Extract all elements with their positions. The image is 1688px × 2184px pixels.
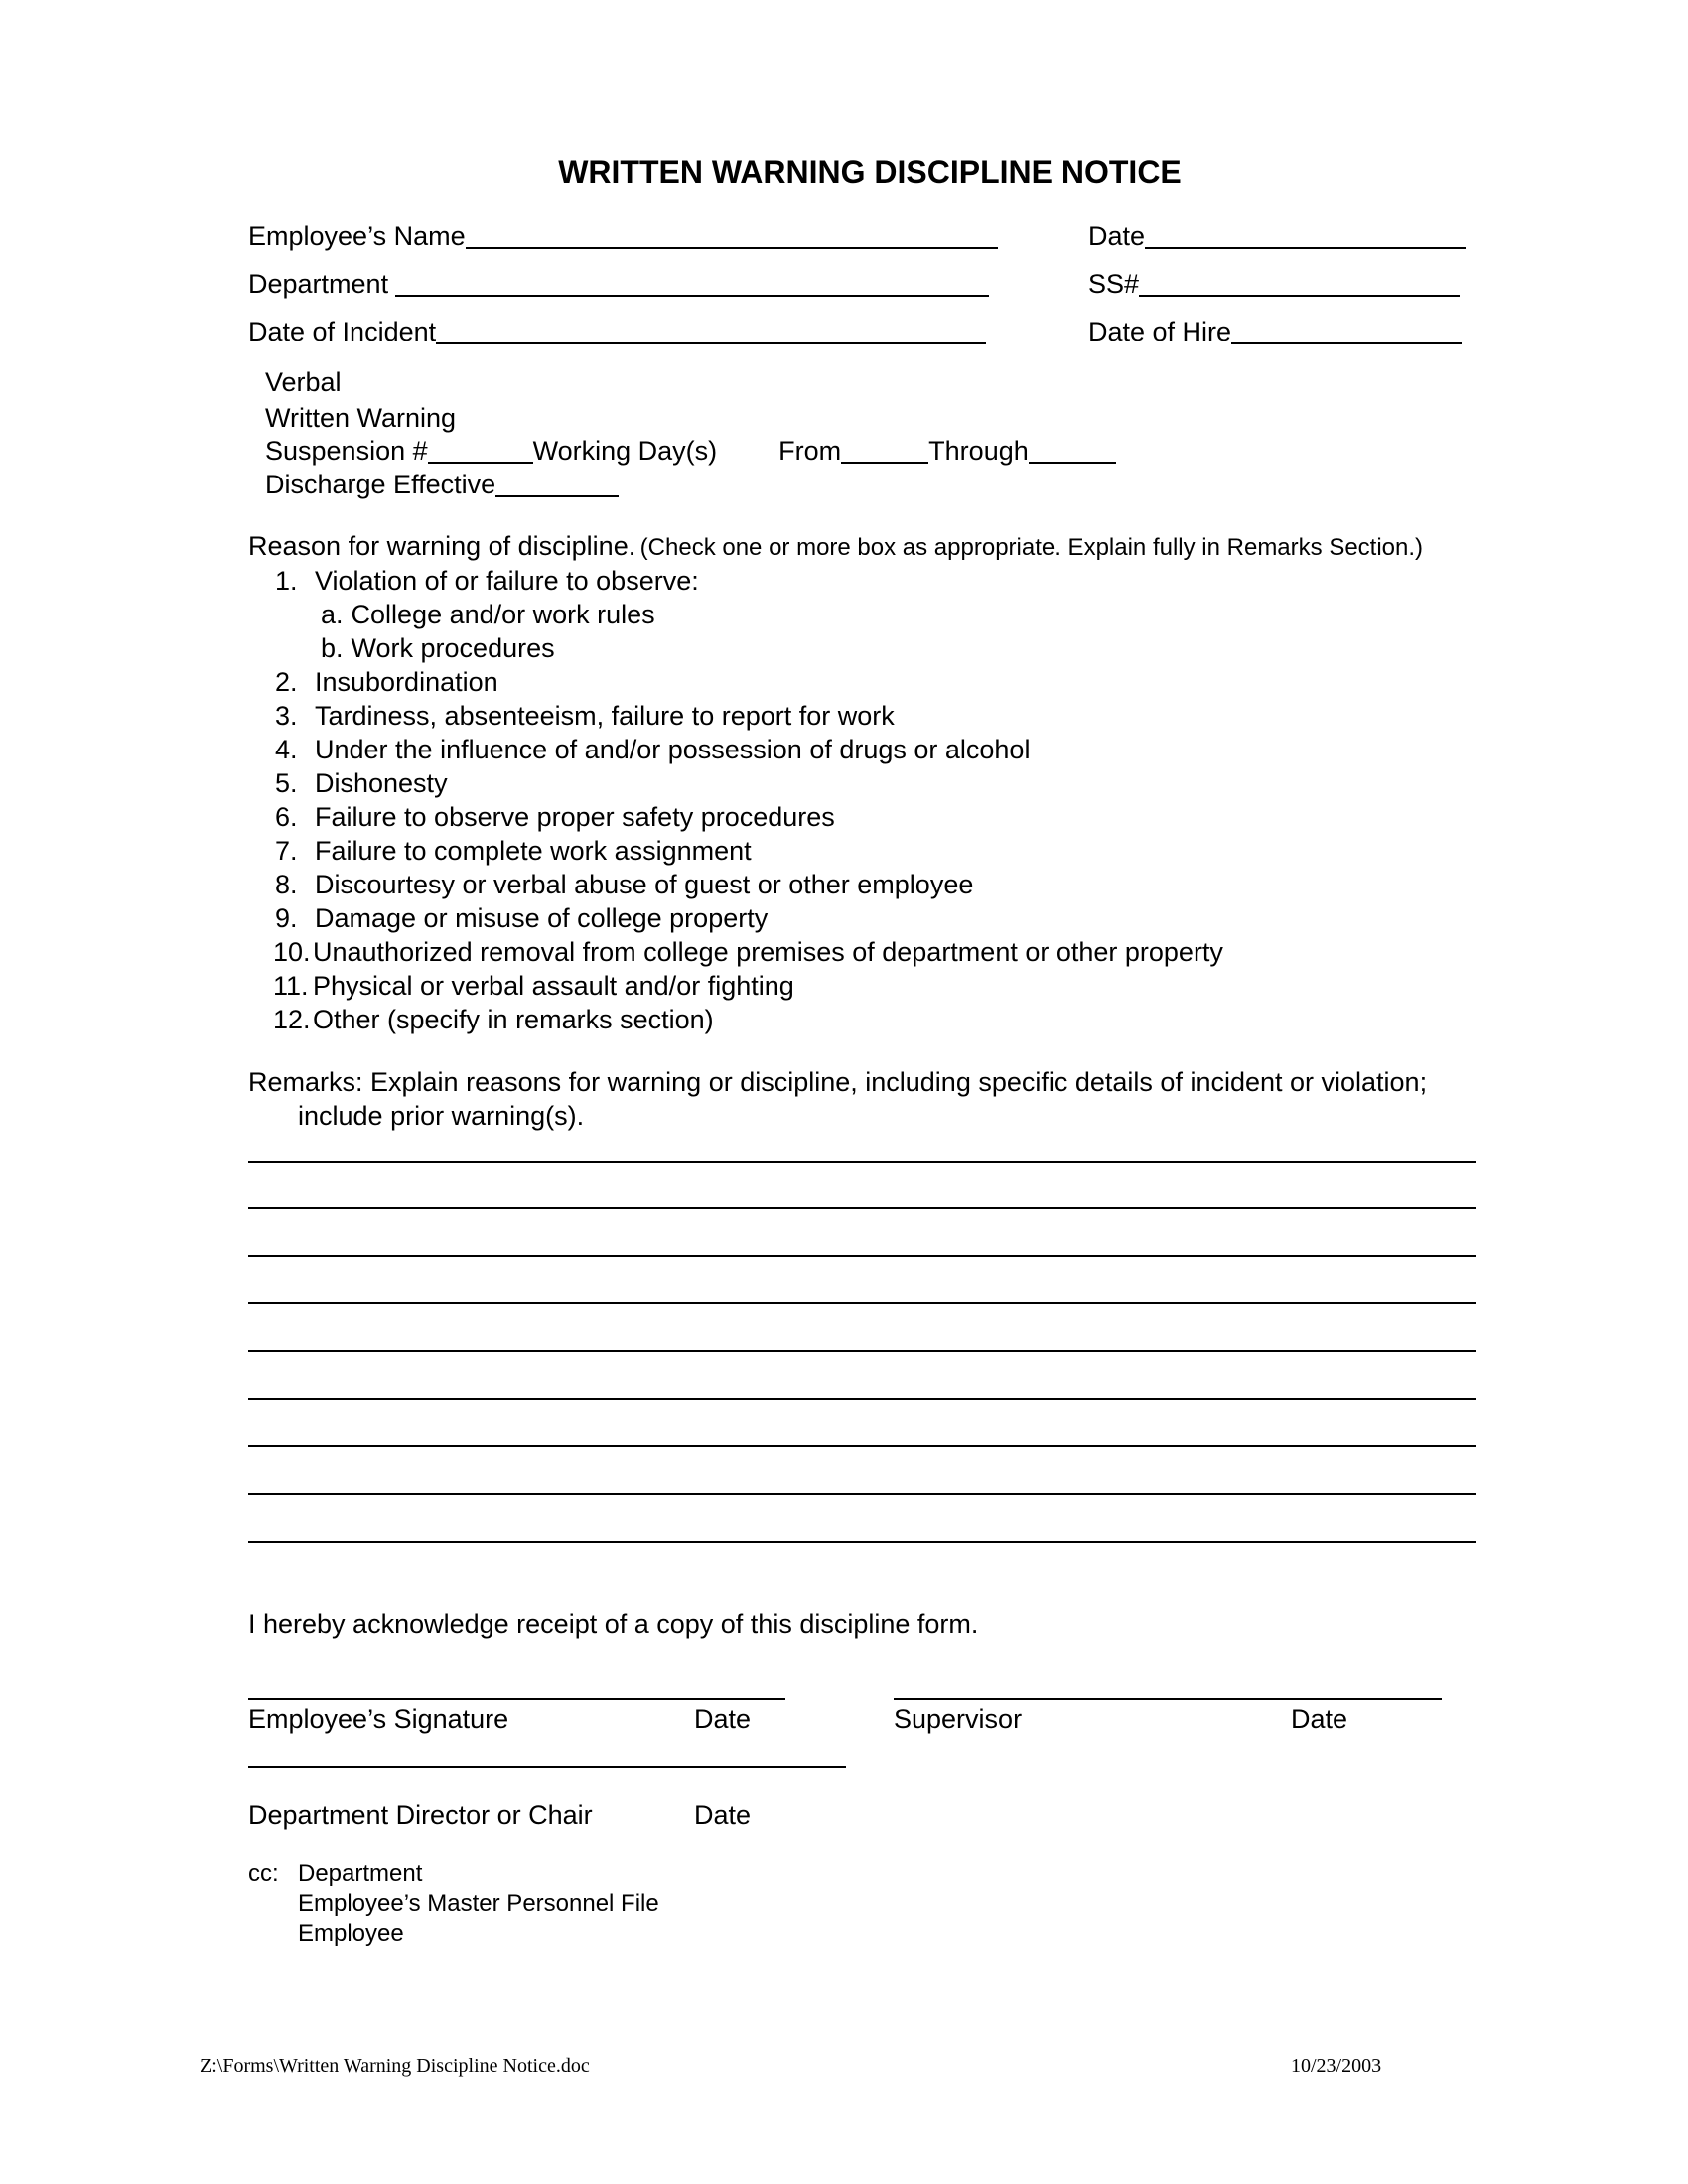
reasons-list	[273, 564, 1223, 1036]
discharge-label: Discharge Effective	[265, 470, 496, 499]
remarks-line[interactable]	[248, 1541, 1476, 1543]
reasons-heading: Reason for warning of discipline.	[248, 531, 636, 561]
suspension-days-input[interactable]	[428, 436, 533, 464]
director-date-label: Date	[694, 1800, 752, 1830]
supervisor-label: Supervisor	[894, 1705, 1023, 1734]
reason-item-8[interactable]: 8. Discourtesy or verbal abuse of guest or other employee	[275, 870, 974, 899]
reason-item-12[interactable]: 12. Other (specify in remarks section)	[273, 1005, 714, 1034]
reason-item-11[interactable]: 11. Physical or verbal assault and/or fighting	[273, 971, 794, 1001]
department-label: Department	[248, 269, 389, 299]
employee-date-label: Date	[694, 1705, 752, 1734]
remarks-line[interactable]	[248, 1398, 1476, 1400]
employee-name-input[interactable]	[466, 221, 998, 249]
from-input[interactable]	[841, 436, 928, 464]
date-of-incident-input[interactable]	[436, 317, 986, 344]
suspension-label: Suspension #	[265, 436, 428, 466]
action-written-warning[interactable]: Written Warning	[265, 403, 457, 433]
ss-number-field	[1088, 268, 1460, 300]
reason-item-4[interactable]: 4. Under the influence of and/or possession of drugs or alcohol	[275, 735, 1031, 764]
cc-recipient-department: Department	[298, 1860, 423, 1887]
remarks-instruction-line2: include prior warning(s).	[298, 1101, 585, 1131]
reason-item-3[interactable]: 3. Tardiness, absenteeism, failure to report for work	[275, 701, 895, 731]
cc-label: cc:	[248, 1860, 279, 1887]
reason-item-5[interactable]: 5. Dishonesty	[275, 768, 448, 798]
department-input[interactable]	[395, 269, 989, 297]
date-of-incident-field	[248, 316, 986, 347]
employee-name-label: Employee’s Name	[248, 221, 466, 251]
remarks-line[interactable]	[248, 1255, 1476, 1257]
through-label: Through	[928, 436, 1029, 466]
date-of-hire-input[interactable]	[1231, 317, 1462, 344]
supervisor-date-label: Date	[1291, 1705, 1348, 1734]
reason-item-1a[interactable]: a. College and/or work rules	[321, 600, 655, 629]
through-input[interactable]	[1029, 436, 1116, 464]
remarks-line[interactable]	[248, 1207, 1476, 1209]
department-field	[248, 268, 989, 300]
cc-recipient-employee: Employee	[298, 1920, 404, 1947]
date-of-hire-label: Date of Hire	[1088, 317, 1232, 346]
remarks-line[interactable]	[248, 1493, 1476, 1495]
footer-date: 10/23/2003	[1291, 2055, 1382, 2077]
remarks-line[interactable]	[248, 1161, 1476, 1163]
action-discharge	[265, 469, 619, 500]
supervisor-signature-line[interactable]	[894, 1698, 1442, 1700]
reason-item-9[interactable]: 9. Damage or misuse of college property	[275, 903, 769, 933]
remarks-line[interactable]	[248, 1350, 1476, 1352]
remarks-line[interactable]	[248, 1445, 1476, 1447]
date-of-hire-field	[1088, 316, 1462, 347]
director-label: Department Director or Chair	[248, 1800, 593, 1830]
action-suspension	[265, 435, 1116, 467]
employee-signature-line[interactable]	[248, 1698, 785, 1700]
footer-file-path: Z:\Forms\Written Warning Discipline Notice.doc	[200, 2055, 590, 2077]
working-days-label: Working Day(s)	[532, 436, 718, 466]
date-label: Date	[1088, 221, 1146, 251]
reason-item-6[interactable]: 6. Failure to observe proper safety procedures	[275, 802, 835, 832]
date-field	[1088, 220, 1466, 252]
reason-item-1[interactable]: 1. Violation of or failure to observe:	[275, 566, 699, 596]
date-input[interactable]	[1145, 221, 1466, 249]
cc-recipient-personnel-file: Employee’s Master Personnel File	[298, 1890, 659, 1917]
from-label: From	[778, 436, 842, 466]
reason-item-10[interactable]: 10. Unauthorized removal from college premises of department or other property	[273, 937, 1223, 967]
employee-signature-label: Employee’s Signature	[248, 1705, 509, 1734]
remarks-line[interactable]	[248, 1302, 1476, 1304]
reasons-heading-row	[248, 530, 1423, 562]
reason-item-7[interactable]: 7. Failure to complete work assignment	[275, 836, 752, 866]
date-of-incident-label: Date of Incident	[248, 317, 437, 346]
ss-number-input[interactable]	[1139, 269, 1460, 297]
reasons-instruction: (Check one or more box as appropriate. Explain fully in Remarks Section.)	[639, 534, 1424, 561]
reason-item-2[interactable]: 2. Insubordination	[275, 667, 498, 697]
employee-name-field	[248, 220, 998, 252]
director-signature-line[interactable]	[248, 1766, 846, 1768]
acknowledgment-text: I hereby acknowledge receipt of a copy of this discipline form.	[248, 1609, 979, 1639]
reason-item-1b[interactable]: b. Work procedures	[321, 633, 555, 663]
page-title: WRITTEN WARNING DISCIPLINE NOTICE	[558, 154, 1182, 190]
remarks-instruction-line1: Remarks: Explain reasons for warning or discipline, including specific details of incident or violation;	[248, 1067, 1428, 1097]
discharge-effective-input[interactable]	[495, 470, 619, 497]
action-verbal[interactable]: Verbal	[265, 367, 342, 397]
ss-number-label: SS#	[1088, 269, 1140, 299]
